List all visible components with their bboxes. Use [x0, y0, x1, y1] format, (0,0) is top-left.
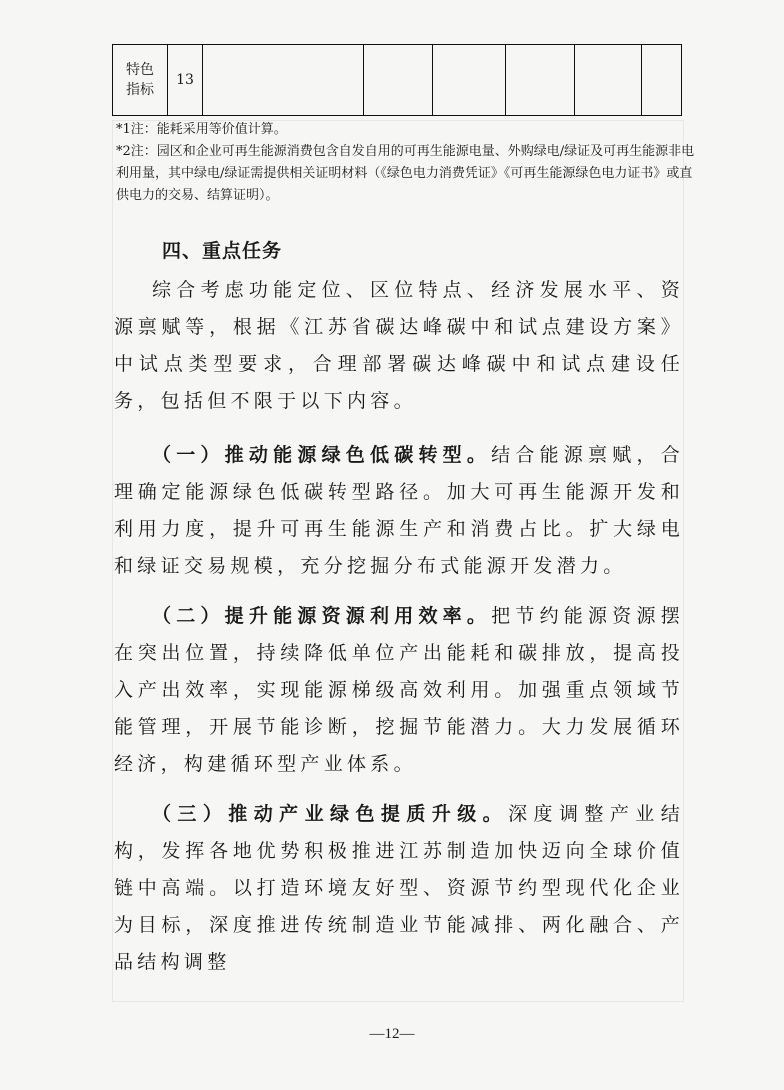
- table-cell: [642, 45, 682, 116]
- intro-text: 综合考虑功能定位、区位特点、经济发展水平、资源禀赋等，根据《江苏省碳达峰碳中和试点建设方案》中试点类型要求，合理部署碳达峰碳中和试点建设任务，包括但不限于以下内容。: [114, 279, 684, 412]
- table-cell: [575, 45, 642, 116]
- table-cell: [364, 45, 433, 116]
- table-row: [113, 45, 682, 116]
- task-item-3-title: （三）推动产业绿色提质升级。: [152, 803, 509, 825]
- table-cell: [433, 45, 506, 116]
- row-number-cell: 13: [168, 45, 203, 116]
- note-2: *2注：园区和企业可再生能源消费包含自发自用的可再生能源电量、外购绿电/绿证及可再生能源非电利用量，其中绿电/绿证需提供相关证明材料（《绿色电力消费凭证》《可再生能源绿色电力证书》或直供电力的交易、结算证明）。: [116, 144, 695, 203]
- intro-paragraph: [114, 272, 684, 420]
- task-item-2-text: 把节约能源资源摆在突出位置，持续降低单位产出能耗和碳排放，提高投入产出效率，实现能源梯级高效利用。加强重点领域节能管理，开展节能诊断，挖掘节能潜力。大力发展循环经济，构建循环型产业体系。: [114, 605, 685, 775]
- task-item-3-text: 深度调整产业结构，发挥各地优势积极推进江苏制造加快迈向全球价值链中高端。以打造环境友好型、资源节约型现代化企业为目标，深度推进传统制造业节能减排、两化融合、产品结构调整: [114, 803, 685, 973]
- table-cell: [506, 45, 575, 116]
- row-label-cell: [113, 45, 168, 116]
- task-item-3: [114, 796, 684, 981]
- row-label-line2: 指标: [126, 82, 154, 98]
- table-cell: [203, 45, 364, 116]
- task-item-1: [114, 437, 684, 585]
- page-number: —12—: [369, 1026, 415, 1042]
- task-item-2: [114, 598, 684, 783]
- row-label-line1: 特色: [126, 62, 154, 78]
- task-item-1-text: 结合能源禀赋，合理确定能源绿色低碳转型路径。加大可再生能源开发和利用力度，提升可再生能源生产和消费占比。扩大绿电和绿证交易规模，充分挖掘分布式能源开发潜力。: [114, 444, 685, 577]
- table-notes: [116, 119, 696, 207]
- note-1: *1注：能耗采用等价值计算。: [116, 122, 287, 137]
- section-heading: 四、重点任务: [162, 240, 283, 262]
- task-item-2-title: （二）提升能源资源利用效率。: [152, 605, 492, 627]
- indicator-table-fragment: [112, 44, 682, 116]
- task-item-1-title: （一）推动能源绿色低碳转型。: [152, 444, 492, 466]
